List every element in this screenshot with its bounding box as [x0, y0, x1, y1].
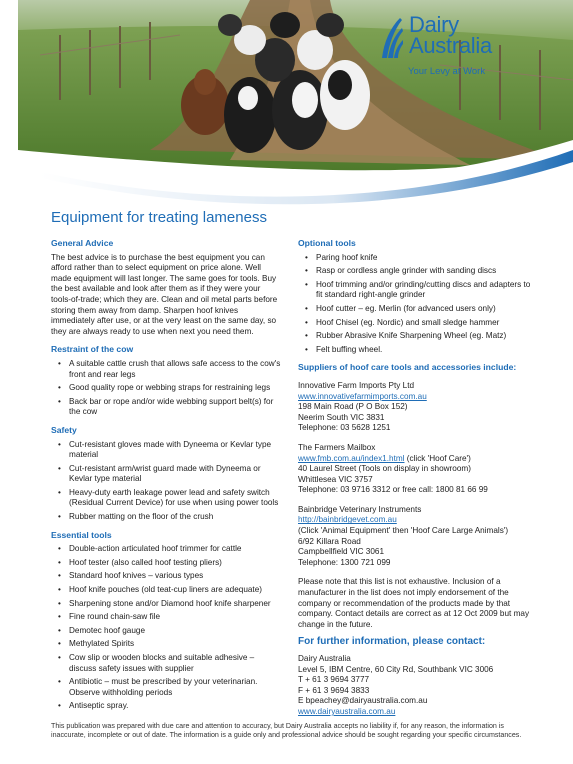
footer-disclaimer: This publication was prepared with due care and attention to accuracy, but Dairy Australia accepts no liability if, for any reason, the information is inaccurate, incomplete or out of date. The information is a guide only and professional advice should be sought regarding your specific circumstances. [51, 722, 522, 740]
contact-tel: T + 61 3 9694 3777 [298, 675, 370, 685]
supplier-link[interactable]: http://bainbridgevet.com.au [298, 515, 397, 525]
supplier-address: Neerim South VIC 3831 [298, 412, 385, 422]
supplier-link-note: (click 'Hoof Care') [404, 453, 471, 463]
list-item: • Cow slip or wooden blocks and suitable adhesive – discuss safety issues with supplier [51, 653, 281, 674]
list-item: • Fine round chain-saw file [51, 612, 281, 623]
contact-org: Dairy Australia [298, 654, 351, 663]
contact-address: Level 5, IBM Centre, 60 City Rd, Southbank VIC 3006 [298, 664, 494, 674]
list-item: • Antibiotic – must be prescribed by your veterinarian. Observe withholding periods [51, 677, 281, 698]
supplier-name: The Farmers Mailbox [298, 442, 376, 452]
supplier-name: Bainbridge Veterinary Instruments [298, 504, 422, 514]
supplier-farmers-mailbox [298, 443, 532, 496]
contact-email[interactable]: E bpeachey@dairyaustralia.com.au [298, 696, 428, 706]
supplier-address: 6/92 Killara Road [298, 536, 361, 546]
list-item: • Rasp or cordless angle grinder with sanding discs [298, 266, 532, 277]
general-advice-text: The best advice is to purchase the best equipment you can afford rather than to select equipment on price alone. Well made equipment will last longer. The same goes for tools. Buy the best available and look after them as if they were your tools-of-trade; which they are. Clean and oil metal parts before storing them away from damp. Sharpen hoof knives immediately after use, or at the very least on the same day, so they are always ready to use when next you need them. [51, 252, 278, 336]
list-item: • Cut-resistant arm/wrist guard made with Dyneema or Kevlar type material [51, 464, 281, 485]
contact-web-link[interactable]: www.dairyaustralia.com.au [298, 706, 396, 716]
contact-heading: For further information, please contact: [298, 636, 486, 648]
list-item: • Hoof knife pouches (old teat-cup liners are adequate) [51, 585, 281, 596]
page-title: Equipment for treating lameness [51, 209, 267, 226]
list-item: • Felt buffing wheel. [298, 345, 532, 356]
contact-fax: F + 61 3 9694 3833 [298, 685, 370, 695]
essential-tools-list [51, 544, 281, 712]
list-item: • Standard hoof knives – various types [51, 571, 281, 582]
dairy-australia-logo [378, 14, 492, 77]
supplier-phone: Telephone: 03 9716 3312 or free call: 1800 81 66 99 [298, 485, 488, 495]
dairy-australia-logo-icon [378, 14, 404, 62]
restraint-heading: Restraint of the cow [51, 344, 134, 355]
list-item: • Paring hoof knife [298, 253, 532, 264]
list-item: • Demotec hoof gauge [51, 626, 281, 637]
essential-tools-heading: Essential tools [51, 529, 112, 540]
safety-heading: Safety [51, 424, 77, 435]
logo-tagline: Your Levy at Work [408, 66, 486, 77]
list-item: • Good quality rope or webbing straps for restraining legs [51, 383, 281, 394]
supplier-note: (Click 'Animal Equipment' then 'Hoof Care Large Animals') [298, 526, 509, 536]
supplier-link[interactable]: www.fmb.com.au/index1.html [298, 453, 405, 463]
general-advice-heading: General Advice [51, 238, 114, 248]
supplier-address: Campbellfield VIC 3061 [298, 547, 385, 557]
list-item: • Double-action articulated hoof trimmer for cattle [51, 544, 281, 555]
list-item: • Hoof tester (also called hoof testing pliers) [51, 558, 281, 569]
list-item: • Methylated Spirits [51, 639, 281, 650]
list-item: • Hoof cutter – eg. Merlin (for advanced users only) [298, 304, 532, 315]
logo-name-line2: Australia [409, 33, 492, 58]
supplier-link[interactable]: www.innovativefarmimports.com.au [298, 391, 427, 401]
list-item: • Sharpening stone and/or Diamond hoof knife sharpener [51, 599, 281, 610]
supplier-phone: Telephone: 03 5628 1251 [298, 423, 391, 433]
contact-block [298, 654, 532, 718]
right-column [298, 238, 532, 718]
restraint-list [51, 359, 281, 418]
list-item: • Back bar or rope and/or wide webbing support belt(s) for the cow [51, 397, 281, 418]
optional-tools-heading: Optional tools [298, 238, 356, 248]
list-item: • Hoof Chisel (eg. Nordic) and small sledge hammer [298, 318, 532, 329]
safety-list [51, 440, 281, 523]
supplier-name: Innovative Farm Imports Pty Ltd [298, 380, 415, 390]
list-item: • Cut-resistant gloves made with Dyneema or Kevlar type material [51, 440, 281, 461]
list-item: • Rubber matting on the floor of the crush [51, 512, 281, 523]
list-item: • Hoof trimming and/or grinding/cutting discs and adapters to fit standard right-angle grinder [298, 280, 532, 301]
disclaimer-text: Please note that this list is not exhaustive. Inclusion of a manufacturer in the list does not imply endorsement of the company or recommendation of the products made by that company. Contact details are correct as at 12 Oct 2009 but may change in the future. [298, 577, 530, 629]
list-item: • Heavy-duty earth leakage power lead and safety switch (Residual Current Device) for use when using power tools [51, 488, 281, 509]
supplier-address: 40 Laurel Street (Tools on display in showroom) [298, 464, 471, 474]
suppliers-heading: Suppliers of hoof care tools and accessories include: [298, 362, 517, 373]
supplier-bainbridge [298, 505, 532, 569]
list-item: • Antiseptic spray. [51, 701, 281, 712]
list-item: • Rubber Abrasive Knife Sharpening Wheel (eg. Matz) [298, 331, 532, 342]
optional-tools-list [298, 253, 532, 356]
supplier-address: Whittlesea VIC 3757 [298, 474, 373, 484]
left-column [51, 238, 281, 719]
supplier-innovative-farm-imports [298, 381, 532, 434]
list-item: • A suitable cattle crush that allows safe access to the cow's front and rear legs [51, 359, 281, 380]
supplier-phone: Telephone: 1300 721 099 [298, 557, 391, 567]
logo-name-line1: Dairy [409, 12, 459, 37]
supplier-address: 198 Main Road (P O Box 152) [298, 402, 408, 412]
